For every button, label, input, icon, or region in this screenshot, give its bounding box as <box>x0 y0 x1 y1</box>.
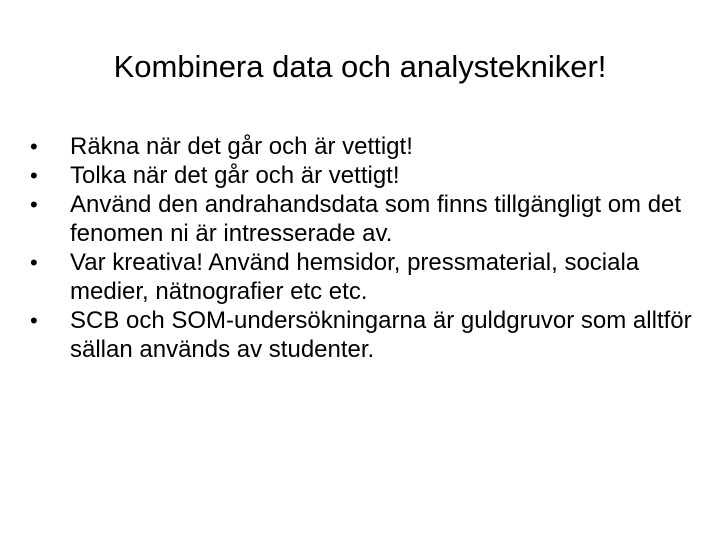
bullet-item <box>28 306 692 364</box>
bullet-icon: • <box>30 250 38 275</box>
bullet-text: Tolka när det går och är vettigt! <box>70 162 400 189</box>
bullet-item <box>28 248 692 306</box>
bullet-text: Använd den andrahandsdata som finns tillgängligt om det fenomen ni är intresserade av. <box>70 191 682 247</box>
bullet-icon: • <box>30 192 38 217</box>
bullet-item <box>28 132 692 161</box>
bullet-item <box>28 161 692 190</box>
bullet-text: Var kreativa! Använd hemsidor, pressmaterial, sociala medier, nätnografier etc etc. <box>70 249 640 305</box>
bullet-icon: • <box>30 163 38 188</box>
bullet-text: SCB och SOM-undersökningarna är guldgruvor som alltför sällan används av studenter. <box>70 307 692 363</box>
bullet-text: Räkna när det går och är vettigt! <box>70 133 413 160</box>
bullet-list <box>28 132 692 364</box>
bullet-icon: • <box>30 134 38 159</box>
bullet-item <box>28 190 692 248</box>
bullet-icon: • <box>30 308 38 333</box>
slide-title: Kombinera data och analystekniker! <box>113 49 607 84</box>
